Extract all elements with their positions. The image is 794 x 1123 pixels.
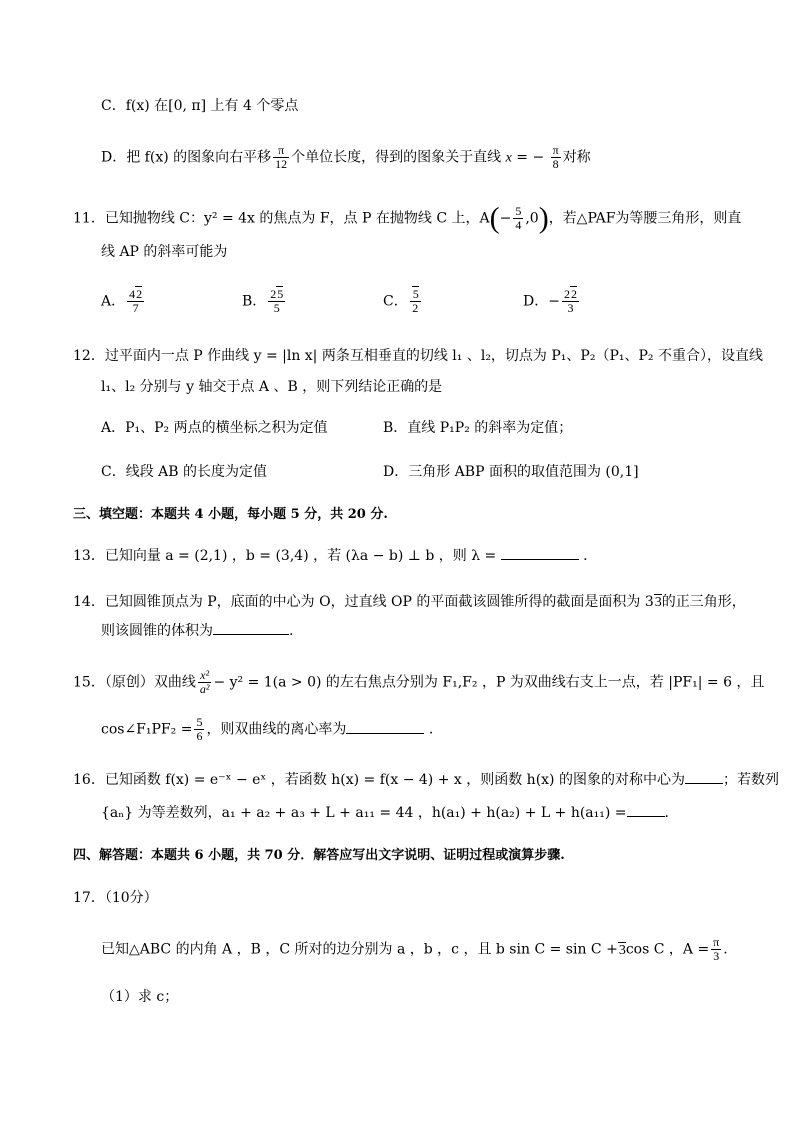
q14-text-c: 则该圆锥的体积为 [101,623,213,639]
q11-option-c-label: C． [383,293,408,310]
q11-option-d: D．− $\frac{22}{3}$ [523,287,577,315]
q16-text-b: ；若数列 [722,772,779,788]
q17-subquestion-1: （1）求 c； [101,989,179,1005]
q13-text: 13．已知向量 a = (2,1) ，b = (3,4) ，若 (λa − b) ⊥ b ，则 λ = [73,548,497,564]
q11-option-b: B． $\frac{25}{5}$ [242,287,284,315]
q10-option-d-text-a: D．把 f(x) 的图象向右平移 [101,149,272,166]
q11-option-c: C． $\frac{5}{2}$ [383,287,419,315]
q17-stem-text-b: cos C ，A = [625,941,710,958]
fraction-pi-over-8: $\frac{\pi}{8}$ [552,143,559,171]
q13-line: 13．已知向量 a = (2,1) ，b = (3,4) ，若 (λa − b) ⊥ b ，则 λ = . [73,548,588,564]
q11-stem-line1: 11．已知抛物线 C：y² = 4x 的焦点为 F，点 P 在抛物线 C 上，A(− $\frac{5}{4}$ ,0)，若△PAF为等腰三角形，则直 [73,201,742,235]
q15-answer-blank [346,721,424,734]
q11-option-d-label: D． [523,293,549,310]
q15-text-d: ，则双曲线的离心率为 [206,721,347,738]
q12-option-c: C．线段 AB 的长度为定值 [101,464,268,480]
q14-text-a: 14．已知圆锥顶点为 P，底面的中心为 O，过直线 OP 的平面截该圆锥所得的截面是面积为 3 [73,594,654,610]
q11-option-b-label: B． [242,293,267,310]
q16-text-a: 16．已知函数 f(x) = e⁻ˣ − eˣ ，若函数 h(x) = f(x − 4) + x ，则函数 h(x) 的图象的对称中心为 [73,772,685,788]
section-4-heading: 四、解答题：本题共 6 小题，共 70 分．解答应写出文字说明、证明过程或演算步骤. [73,848,565,863]
fraction-pi-over-3: $\frac{\pi}{3}$ [713,935,720,963]
q17-stem-text-a: 已知△ABC 的内角 A ，B ，C 所对的边分别为 a ，b ，c ，且 b sin C = sin C + [101,941,618,958]
q12-stem-line2: l₁、l₂ 分别与 y 轴交于点 A 、B ，则下列结论正确的是 [101,379,443,395]
q15-text-c: cos∠F₁PF₂ = [101,721,193,738]
q14-line1: 14．已知圆锥顶点为 P，底面的中心为 O，过直线 OP 的平面截该圆锥所得的截面是面积为 33的正三角形， [73,594,746,610]
q15-text-b: − y² = 1(a > 0) 的左右焦点分别为 F₁,F₂ ，P 为双曲线右支上一点，若 |PF₁| = 6 ，且 [213,674,765,691]
q11-stem-text-b: ，若△PAF为等腰三角形，则直 [548,210,742,227]
q13-answer-blank [501,547,579,560]
fraction-pi-over-12: $\frac{\pi}{12}$ [275,143,288,171]
q14-answer-blank [213,622,289,635]
q16-text-c: {aₙ} 为等差数列，a₁ + a₂ + a₃ + L + a₁₁ = 44 ，h(a₁) + h(a₂) + L + h(a₁₁) = [101,805,627,821]
q14-text-b: 的正三角形， [661,594,746,610]
section-3-heading: 三、填空题：本题共 4 小题，每小题 5 分，共 20 分. [73,507,388,522]
q16-text-d: . [664,805,669,821]
q10-option-d: D．把 f(x) 的图象向右平移 $\frac{\pi}{12}$ 个单位长度，得到的图象关于直线 x = − $\frac{\pi}{8}$ 对称 [101,143,591,171]
q16-answer-blank-1 [685,771,723,784]
q14-line2: 则该圆锥的体积为 . [101,623,294,639]
q12-stem-line1: 12．过平面内一点 P 作曲线 y = |ln x| 两条互相垂直的切线 l₁ 、l₂，切点为 P₁、P₂（P₁、P₂ 不重合），设直线 [73,348,763,364]
q10-option-c: C．f(x) 在[0, π] 上有 4 个零点 [101,98,299,114]
fraction-x2-over-a2: $\frac{\text{x²}}{\text{a²}}$ [199,668,210,696]
q15-line2: cos∠F₁PF₂ = $\frac{5}{6}$ ，则双曲线的离心率为 . [101,715,434,743]
q11-option-a-label: A． [101,293,126,310]
q16-line1 [73,770,779,790]
q17-heading: 17．（10分） [73,890,158,906]
q10-option-d-text-b: 个单位长度，得到的图象关于直线 [291,149,502,166]
q16-line2 [101,803,669,823]
fraction-5-over-4: $\frac{5}{4}$ [515,204,522,232]
q15-line1 [73,669,764,696]
q12-option-a: A．P₁、P₂ 两点的横坐标之积为定值 [101,420,328,436]
q16-answer-blank-2 [627,804,665,817]
q11-stem-line2: 线 AP 的斜率可能为 [101,244,228,260]
q11-option-a: A． $\frac{42}{7}$ [101,287,143,315]
q17-stem: 已知△ABC 的内角 A ，B ，C 所对的边分别为 a ，b ，c ，且 b sin C = sin C +3cos C ，A = $\frac{\pi}{3}$ . [101,935,728,963]
q11-stem-text-a: 11．已知抛物线 C：y² = 4x 的焦点为 F，点 P 在抛物线 C 上，A [73,210,490,227]
q12-option-b: B．直线 P₁P₂ 的斜率为定值； [383,420,573,436]
fraction-5-over-6: $\frac{5}{6}$ [196,715,203,743]
q15-text-a: 15．（原创）双曲线 [73,674,196,691]
q10-option-d-text-c: 对称 [562,149,591,166]
q12-option-d: D．三角形 ABP 面积的取值范围为 (0,1] [383,464,639,480]
